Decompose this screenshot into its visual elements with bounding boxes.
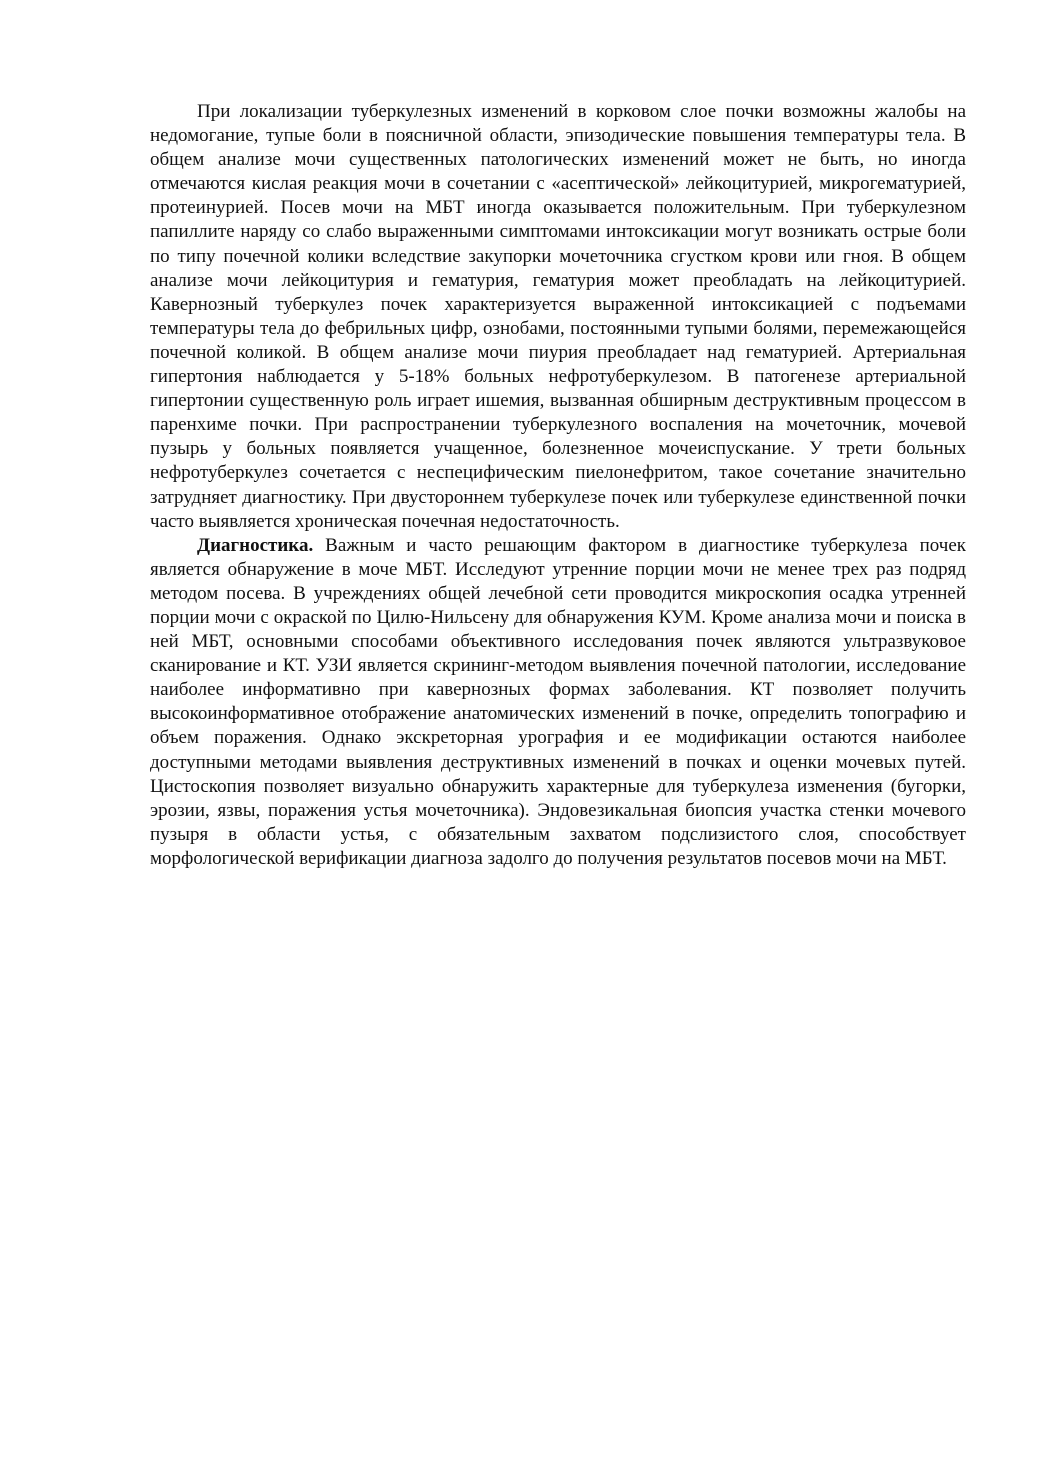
section-heading-diagnostics: Диагностика.: [197, 534, 314, 556]
paragraph-diagnostics: [150, 534, 966, 871]
paragraph-diagnostics-body: Важным и часто решающим фактором в диагностике туберкулеза почек является обнаружение в моче МБТ. Исследуют утренние порции мочи не менее трех раз подряд методом посева. В учреждениях общей лечебной сети проводится микроскопия осадка утренней порции мочи с окраской по Цилю-Нильсену для обнаружения КУМ. Кроме анализа мочи и поиска в ней МБТ, основными способами объективного исследования почек являются ультразвуковое сканирование и КТ. УЗИ является скрининг-методом выявления почечной патологии, исследование наиболее информативно при кавернозных формах заболевания. КТ позволяет получить высокоинформативное отображение анатомических изменений в почке, определить топографию и объем поражения. Однако экскреторная урография и ее модификации остаются наиболее доступными методами выявления деструктивных изменений в почках и оценки мочевых путей. Цистоскопия позволяет визуально обнаружить характерные для туберкулеза изменения (бугорки, эрозии, язвы, поражения устья мочеточника). Эндовезикальная биопсия участка стенки мочевого пузыря в области устья, с обязательным захватом подслизистого слоя, способствует морфологической верификации диагноза задолго до получения результатов посевов мочи на МБТ.: [150, 534, 966, 869]
paragraph-clinical-picture: При локализации туберкулезных изменений в корковом слое почки возможны жалобы на недомогание, тупые боли в поясничной области, эпизодические повышения температуры тела. В общем анализе мочи существенных патологических изменений может не быть, но иногда отмечаются кислая реакция мочи в сочетании с «асептической» лейкоцитурией, микрогематурией, протеинурией. Посев мочи на МБТ иногда оказывается положительным. При туберкулезном папиллите наряду со слабо выраженными симптомами интоксикации могут возникать острые боли по типу почечной колики вследствие закупорки мочеточника сгустком крови или гноя. В общем анализе мочи лейкоцитурия и гематурия, гематурия может преобладать на лейкоцитурией. Кавернозный туберкулез почек характеризуется выраженной интоксикацией с подъемами температуры тела до фебрильных цифр, ознобами, постоянными тупыми болями, перемежающейся почечной коликой. В общем анализе мочи пиурия преобладает над гематурией. Артериальная гипертония наблюдается у 5-18% больных нефротуберкулезом. В патогенезе артериальной гипертонии существенную роль играет ишемия, вызванная обширным деструктивным процессом в паренхиме почки. При распространении туберкулезного воспаления на мочеточник, мочевой пузырь у больных появляется учащенное, болезненное мочеиспускание. У трети больных нефротуберкулез сочетается с неспецифическим пиелонефритом, такое сочетание значительно затрудняет диагностику. При двустороннем туберкулезе почек или туберкулезе единственной почки часто выявляется хроническая почечная недостаточность.: [150, 101, 966, 532]
document-body: [150, 100, 966, 871]
